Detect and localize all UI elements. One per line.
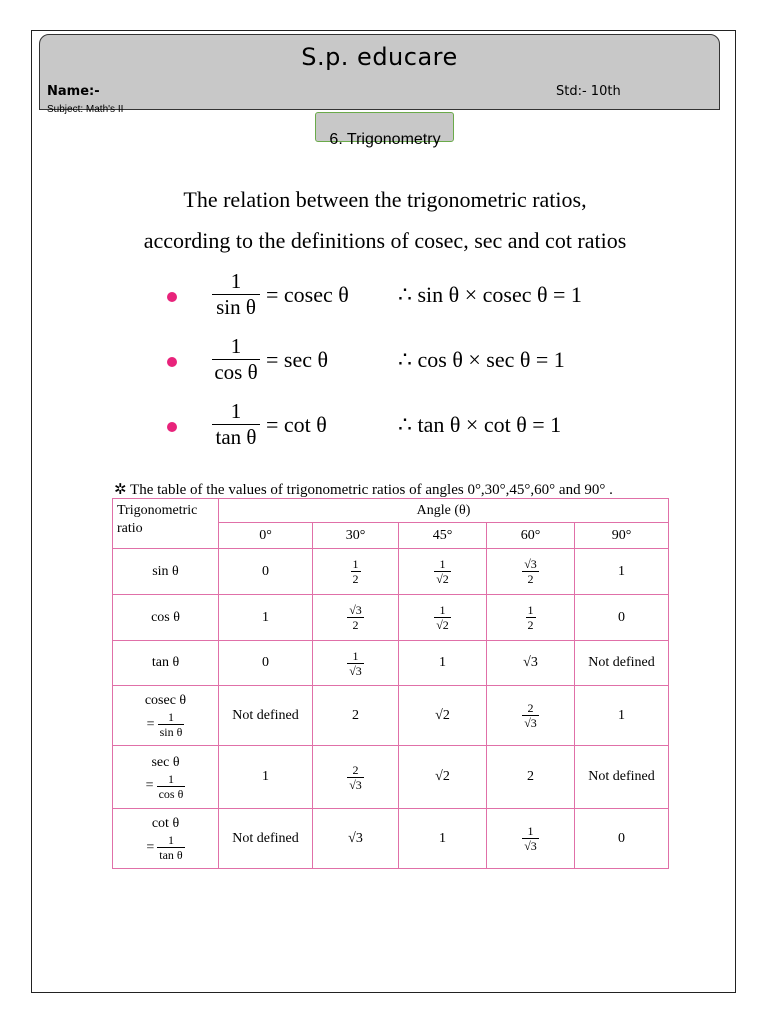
subject-label: Subject: Math's II bbox=[47, 104, 124, 115]
relation-result: ∴ cos θ × sec θ = 1 bbox=[398, 347, 565, 372]
ratio-header: Trigonometric ratio bbox=[113, 499, 219, 549]
value-fraction bbox=[522, 824, 539, 853]
fraction-numerator: 1 bbox=[230, 334, 242, 358]
angle-header: Angle (θ) bbox=[219, 499, 669, 523]
relation-equals: = cot θ bbox=[266, 412, 327, 437]
value-cell: 0 bbox=[575, 595, 669, 641]
value-numerator: 2 bbox=[527, 701, 534, 715]
value-cell: 1 bbox=[575, 549, 669, 595]
relation-equals: = sec θ bbox=[266, 347, 329, 372]
ratio-definition bbox=[146, 772, 186, 801]
value-cell bbox=[313, 746, 399, 809]
value-fraction bbox=[434, 603, 451, 632]
value-cell: √2 bbox=[399, 686, 487, 746]
ratio-definition bbox=[146, 833, 184, 862]
fraction-numerator: 1 bbox=[230, 399, 242, 423]
ratio-name-cell: sin θ bbox=[113, 549, 219, 595]
value-denominator: √3 bbox=[524, 839, 537, 853]
value-cell bbox=[487, 549, 575, 595]
table-row bbox=[113, 809, 669, 869]
angle-header-cell: 90° bbox=[575, 523, 669, 549]
value-fraction bbox=[347, 649, 364, 678]
definition-denominator: sin θ bbox=[159, 725, 183, 739]
equals-sign: = bbox=[145, 778, 154, 793]
value-cell: 1 bbox=[219, 595, 313, 641]
value-numerator: 1 bbox=[352, 557, 359, 571]
bullet-icon bbox=[167, 357, 177, 367]
fraction-denominator: tan θ bbox=[215, 425, 257, 449]
value-denominator: √3 bbox=[349, 777, 362, 792]
table-row bbox=[113, 686, 669, 746]
relation-row bbox=[0, 333, 768, 393]
table-row bbox=[113, 595, 669, 641]
value-cell bbox=[313, 549, 399, 595]
ratio-name-cell: tan θ bbox=[113, 641, 219, 686]
ratio-name: sec θ bbox=[151, 754, 180, 770]
ratio-name-cell bbox=[113, 809, 219, 869]
definition-numerator: 1 bbox=[167, 710, 174, 724]
table-row bbox=[113, 641, 669, 686]
value-denominator: 2 bbox=[522, 571, 539, 586]
equals-sign: = bbox=[146, 839, 155, 855]
value-fraction bbox=[526, 603, 536, 632]
definition-fraction bbox=[157, 772, 186, 801]
value-cell bbox=[487, 595, 575, 641]
equals-sign: = bbox=[146, 716, 155, 732]
ratio-name-cell: cos θ bbox=[113, 595, 219, 641]
value-cell: 0 bbox=[575, 809, 669, 869]
table-caption: ✲ The table of the values of trigonometric ratios of angles 0°,30°,45°,60° and 90° . bbox=[114, 482, 613, 498]
definition-numerator: 1 bbox=[167, 833, 174, 847]
ratio-name-cell bbox=[113, 746, 219, 809]
value-numerator: 1 bbox=[352, 648, 359, 663]
school-name: S.p. educare bbox=[301, 43, 458, 71]
relation-fraction bbox=[211, 398, 261, 449]
intro-line-1: The relation between the trigonometric ratios, bbox=[183, 187, 587, 212]
value-cell: 0 bbox=[219, 549, 313, 595]
bullet-icon bbox=[167, 422, 177, 432]
value-cell: Not defined bbox=[575, 641, 669, 686]
value-cell bbox=[487, 686, 575, 746]
angle-header-cell: 60° bbox=[487, 523, 575, 549]
value-cell: 1 bbox=[399, 809, 487, 869]
value-fraction bbox=[522, 557, 539, 586]
definition-denominator: cos θ bbox=[158, 786, 184, 801]
fraction-denominator: cos θ bbox=[214, 360, 258, 384]
ratio-name-cell bbox=[113, 686, 219, 746]
value-fraction bbox=[434, 557, 451, 586]
value-fraction bbox=[347, 603, 364, 632]
value-denominator: √2 bbox=[436, 618, 449, 632]
definition-denominator: tan θ bbox=[159, 848, 183, 862]
value-fraction bbox=[347, 763, 364, 792]
header-box bbox=[39, 34, 720, 110]
value-cell: Not defined bbox=[219, 686, 313, 746]
value-cell: √2 bbox=[399, 746, 487, 809]
value-cell: √3 bbox=[313, 809, 399, 869]
value-denominator: 2 bbox=[527, 618, 534, 632]
std-label: Std:- 10th bbox=[556, 84, 621, 99]
value-numerator: 1 bbox=[439, 557, 446, 571]
value-cell bbox=[399, 595, 487, 641]
relation-fraction bbox=[211, 333, 261, 384]
value-denominator: √3 bbox=[349, 663, 362, 678]
value-cell: 2 bbox=[487, 746, 575, 809]
value-cell: Not defined bbox=[219, 809, 313, 869]
angle-header-cell: 45° bbox=[399, 523, 487, 549]
value-numerator: √3 bbox=[349, 603, 362, 617]
value-cell: 1 bbox=[575, 686, 669, 746]
relation-equals: = cosec θ bbox=[266, 282, 349, 307]
trig-values-table bbox=[112, 498, 669, 869]
name-label: Name:- bbox=[47, 84, 100, 99]
value-fraction bbox=[522, 701, 539, 730]
value-cell bbox=[399, 549, 487, 595]
relation-row bbox=[0, 268, 768, 328]
ratio-name: cot θ bbox=[151, 816, 180, 831]
value-cell bbox=[313, 641, 399, 686]
relation-row bbox=[0, 398, 768, 458]
value-numerator: 2 bbox=[352, 762, 359, 777]
fraction-numerator: 1 bbox=[230, 269, 242, 293]
value-cell bbox=[313, 595, 399, 641]
value-denominator: √2 bbox=[436, 572, 449, 586]
value-cell: 1 bbox=[399, 641, 487, 686]
value-cell: Not defined bbox=[575, 746, 669, 809]
intro-line-2: according to the definitions of cosec, sec and cot ratios bbox=[143, 228, 627, 253]
value-numerator: √3 bbox=[524, 557, 537, 571]
fraction-denominator: sin θ bbox=[216, 295, 256, 319]
value-numerator: 1 bbox=[439, 603, 446, 617]
relation-result: ∴ tan θ × cot θ = 1 bbox=[398, 412, 562, 437]
table-row bbox=[113, 549, 669, 595]
value-cell: 1 bbox=[219, 746, 313, 809]
relation-result: ∴ sin θ × cosec θ = 1 bbox=[398, 282, 582, 307]
definition-fraction bbox=[158, 710, 185, 739]
angle-header-cell: 0° bbox=[219, 523, 313, 549]
angle-header-cell: 30° bbox=[313, 523, 399, 549]
value-denominator: √3 bbox=[524, 716, 537, 730]
chapter-title: 6. Trigonometry bbox=[329, 131, 441, 148]
value-cell: 0 bbox=[219, 641, 313, 686]
value-cell: 2 bbox=[313, 686, 399, 746]
value-cell: √3 bbox=[487, 641, 575, 686]
ratio-definition bbox=[147, 710, 185, 739]
relation-fraction bbox=[211, 268, 261, 319]
bullet-icon bbox=[167, 292, 177, 302]
value-numerator: 1 bbox=[527, 824, 534, 838]
definition-numerator: 1 bbox=[167, 771, 174, 786]
value-denominator: 2 bbox=[352, 572, 359, 586]
definition-fraction bbox=[157, 833, 184, 862]
table-row bbox=[113, 746, 669, 809]
value-denominator: 2 bbox=[347, 617, 364, 632]
value-cell bbox=[487, 809, 575, 869]
value-numerator: 1 bbox=[527, 603, 534, 617]
value-fraction bbox=[351, 557, 361, 586]
ratio-name: cosec θ bbox=[144, 693, 187, 708]
